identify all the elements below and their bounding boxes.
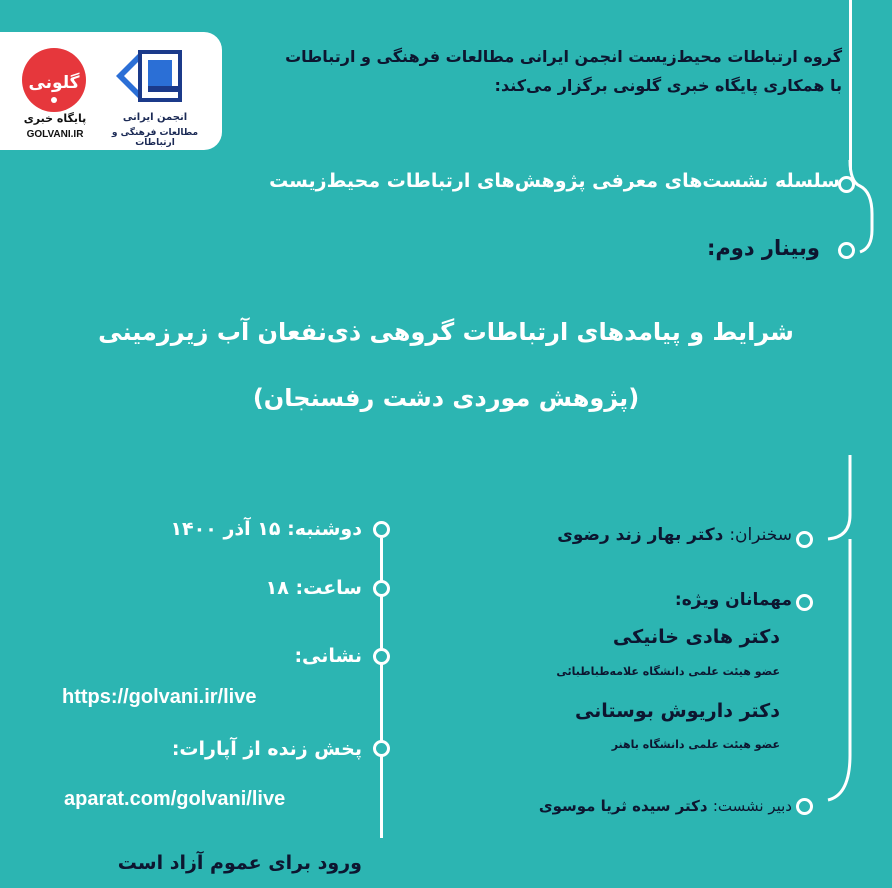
time-label: ساعت: [295, 577, 362, 599]
secretary-name: دکتر سیده ثریا موسوی [538, 797, 708, 815]
golvani-logo-mark [22, 48, 86, 112]
speaker-label: سخنران: [729, 525, 792, 545]
secretary-row [372, 797, 792, 815]
series-title: سلسله نشست‌های معرفی پژوهش‌های ارتباطات محیط‌زیست [269, 170, 840, 192]
date-row [22, 518, 362, 540]
golvani-domain: GOLVANI.IR [26, 129, 84, 140]
timeline-node-date [373, 521, 390, 538]
aparat-label: پخش زنده از آپارات: [171, 738, 362, 760]
timeline-node-secretary [796, 798, 813, 815]
guest1-name: دکتر هادی خانیکی [612, 626, 780, 648]
timeline-node-guests [796, 594, 813, 611]
association-name-line2: مطالعات فرهنگی و ارتباطات [111, 128, 199, 148]
golvani-logo [22, 48, 86, 112]
intro-line2: با همکاری پایگاه خبری گلونی برگزار می‌کند: [494, 76, 842, 95]
timeline-node-speaker [796, 531, 813, 548]
free-entry-text: ورود برای عموم آزاد است [117, 852, 362, 874]
speaker-name: دکتر بهار زند رضوی [557, 525, 724, 545]
timeline-line-top [849, 0, 852, 170]
aparat-link[interactable]: aparat.com/golvani/live [64, 788, 286, 810]
time-value: ۱۸ [265, 577, 289, 599]
timeline-node-address [373, 648, 390, 665]
timeline-node-time [373, 580, 390, 597]
speaker-row [462, 525, 792, 545]
timeline-node-webinar [838, 242, 855, 259]
association-name-line1: انجمن ایرانی [122, 112, 188, 123]
timeline-node-aparat [373, 740, 390, 757]
guest2-name: دکتر داریوش بوستانی [574, 700, 780, 722]
date-value: ۱۵ آذر ۱۴۰۰ [170, 518, 281, 540]
guest1-role: عضو هیئت علمی دانشگاه علامه‌طباطبائی [556, 665, 780, 678]
address-link[interactable]: https://golvani.ir/live [62, 686, 257, 708]
webinar-label: وبینار دوم: [707, 236, 820, 260]
address-label: نشانی: [294, 645, 362, 667]
main-title-line2: (پژوهش موردی دشت رفسنجان) [252, 384, 640, 412]
timeline-people-line [800, 455, 870, 835]
golvani-mark-text: گلونی [28, 73, 80, 93]
date-label: دوشنبه: [287, 518, 362, 540]
main-title-line1: شرایط و پیامدهای ارتباطات گروهی ذی‌نفعان آب زیرزمینی [98, 318, 794, 346]
time-row [162, 577, 362, 599]
secretary-label: دبیر نشست: [712, 797, 792, 815]
golvani-subtitle: پایگاه خبری [23, 112, 87, 125]
intro-text [222, 42, 842, 100]
intro-line1: گروه ارتباطات محیط‌زیست انجمن ایرانی مطالعات فرهنگی و ارتباطات [285, 47, 842, 66]
guests-label: مهمانان ویژه: [674, 590, 792, 610]
timeline-node-series [838, 176, 855, 193]
association-logo-icon [114, 46, 186, 106]
guest2-role: عضو هیئت علمی دانشگاه باهنر [611, 738, 780, 751]
